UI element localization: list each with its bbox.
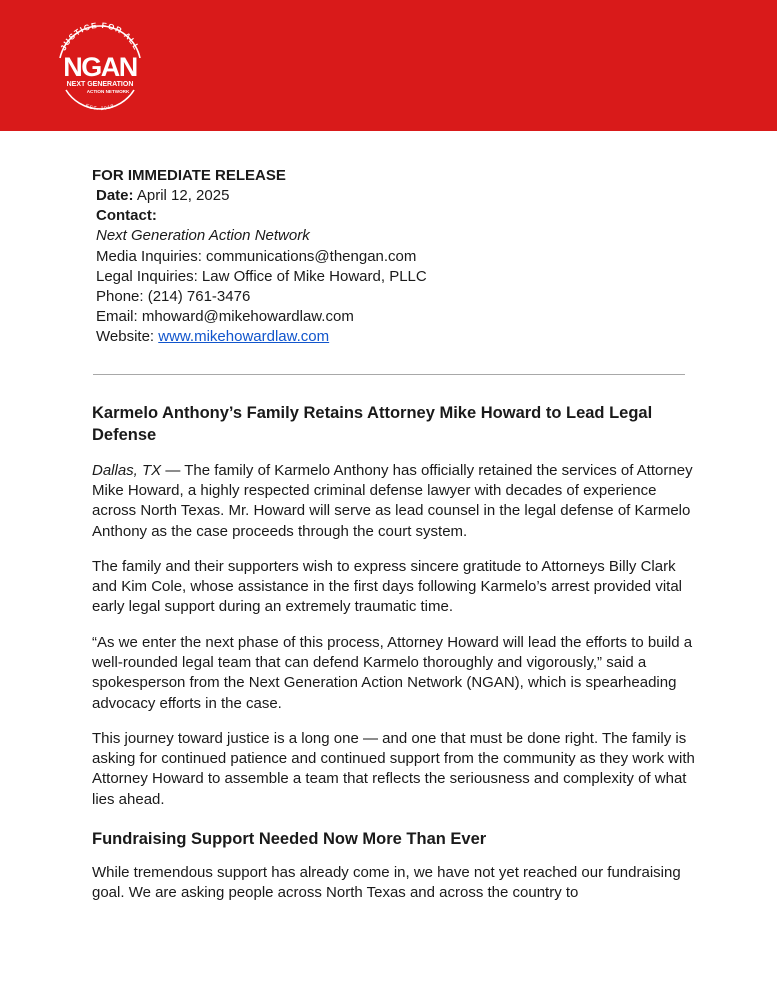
release-label: FOR IMMEDIATE RELEASE bbox=[92, 167, 286, 184]
website-line bbox=[92, 327, 692, 347]
website-link[interactable]: www.mikehowardlaw.com bbox=[158, 328, 330, 346]
ngan-logo-graphic bbox=[48, 14, 152, 118]
svg-text:EST. 2018 bbox=[84, 103, 115, 112]
logo-line2: ACTION NETWORK bbox=[86, 89, 130, 94]
phone-line: Phone: (214) 761-3476 bbox=[96, 288, 251, 306]
ngan-logo bbox=[48, 14, 152, 118]
logo-line1: NEXT GENERATION bbox=[66, 81, 134, 88]
paragraph-3: “As we enter the next phase of this process, Attorney Howard will lead the efforts to build a well-rounded legal team that can defend Karmelo thoroughly and vigorously,” said a spokesperson from the Next Generation Action Network (NGAN), which is spearheading advocacy efforts in the case. bbox=[92, 634, 693, 712]
email-line: Email: mhoward@mikehowardlaw.com bbox=[96, 308, 354, 326]
paragraph-4: This journey toward justice is a long one — and one that must be done right. The family is asking for continued patience and continued support from the community as they work with Attorney Howard to assemble a team that reflects the seriousness and complexity of what lies ahead. bbox=[92, 730, 695, 808]
date-value: April 12, 2025 bbox=[136, 187, 230, 204]
logo-arc-text: JUSTICE FOR ALL bbox=[58, 20, 142, 52]
divider bbox=[93, 374, 685, 375]
legal-inquiries: Legal Inquiries: Law Office of Mike Howard, PLLC bbox=[96, 267, 427, 285]
media-inquiries: Media Inquiries: communications@thengan.com bbox=[96, 247, 417, 265]
logo-est: EST. 2018 bbox=[84, 103, 116, 113]
header-band bbox=[0, 0, 777, 131]
svg-text:JUSTICE FOR ALL bbox=[59, 21, 142, 52]
paragraph-1-text: — The family of Karmelo Anthony has officially retained the services of Attorney Mike Howard, a highly respected criminal defense lawyer with decades of experience across North Texas. Mr. Howard will serve as lead counsel in the legal defense of Karmelo Anthony as the case proceeds through the court system. bbox=[92, 462, 693, 540]
release-header bbox=[92, 166, 692, 348]
paragraph-5: While tremendous support has already come in, we have not yet reached our fundraising goal. We are asking people across North Texas and across the country to bbox=[92, 864, 681, 902]
contact-line bbox=[92, 206, 692, 226]
website-label: Website: bbox=[96, 328, 159, 346]
subhead: Fundraising Support Needed Now More Than Ever bbox=[92, 830, 487, 848]
date-label: Date: bbox=[96, 187, 134, 204]
dateline-location: Dallas, TX bbox=[92, 462, 162, 479]
org-name: Next Generation Action Network bbox=[96, 227, 310, 245]
contact-label: Contact: bbox=[96, 207, 157, 225]
date-line bbox=[92, 186, 692, 206]
headline: Karmelo Anthony’s Family Retains Attorney Mike Howard to Lead Legal Defense bbox=[92, 404, 653, 444]
paragraph-2: The family and their supporters wish to express sincere gratitude to Attorneys Billy Clark and Kim Cole, whose assistance in the first days following Karmelo’s arrest provided vital early legal support during an extremely traumatic time. bbox=[92, 558, 682, 616]
logo-wordmark: NGAN bbox=[63, 52, 137, 82]
paragraph-1 bbox=[92, 461, 702, 542]
